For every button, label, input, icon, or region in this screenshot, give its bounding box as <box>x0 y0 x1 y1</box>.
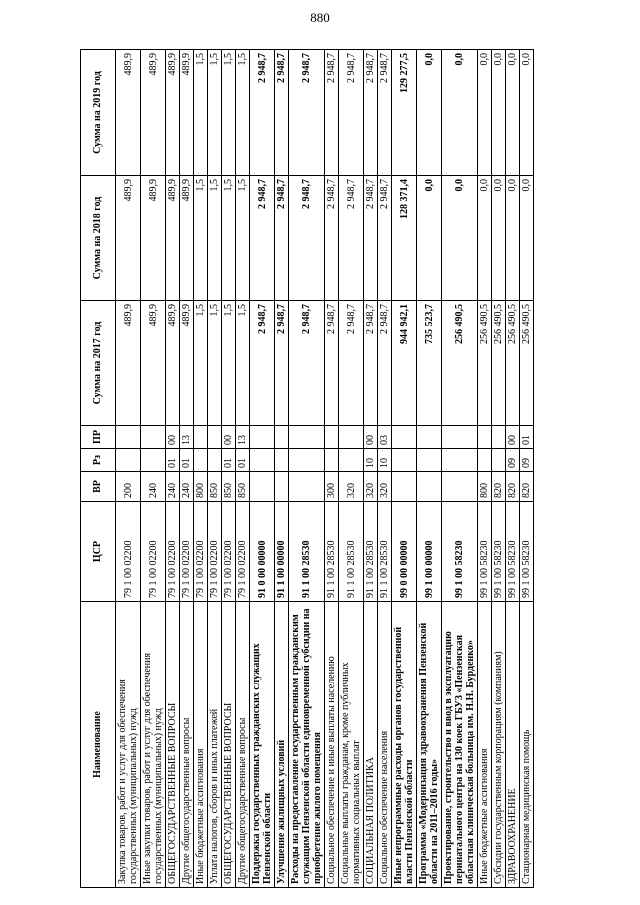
table-row <box>208 50 222 888</box>
row-sum-2019: 2 948,7 <box>378 50 392 176</box>
row-rz: 09 <box>520 449 534 472</box>
header-sum-2019: Сумма на 2019 год <box>81 50 116 176</box>
row-vr: 240 <box>141 472 166 502</box>
row-rz <box>141 449 166 472</box>
row-csr: 91 0 00 00000 <box>250 502 275 602</box>
row-sum-2018: 2 948,7 <box>364 176 378 301</box>
row-pr <box>339 426 364 449</box>
row-csr: 99 1 00 58230 <box>492 502 506 602</box>
row-vr: 320 <box>364 472 378 502</box>
row-sum-2018: 2 948,7 <box>250 176 275 301</box>
row-vr <box>250 472 275 502</box>
row-pr: 00 <box>506 426 520 449</box>
row-rz <box>417 449 442 472</box>
row-rz: 01 <box>166 449 180 472</box>
header-sum-2017: Сумма на 2017 год <box>81 301 116 426</box>
row-name: Иные непрограммные расходы органов государственной власти Пензенской области <box>392 602 417 888</box>
row-rz <box>325 449 339 472</box>
row-sum-2018: 489,9 <box>116 176 141 301</box>
rotated-table-frame <box>80 50 585 888</box>
row-pr <box>289 426 325 449</box>
table-row <box>141 50 166 888</box>
row-sum-2019: 489,9 <box>166 50 180 176</box>
table-body <box>116 50 534 888</box>
row-sum-2018: 0,0 <box>417 176 442 301</box>
row-pr <box>325 426 339 449</box>
row-sum-2018: 489,9 <box>141 176 166 301</box>
table-row <box>392 50 417 888</box>
row-sum-2019: 0,0 <box>417 50 442 176</box>
table-row <box>520 50 534 888</box>
table-row <box>222 50 236 888</box>
row-vr: 240 <box>180 472 194 502</box>
row-sum-2017: 2 948,7 <box>289 301 325 426</box>
row-csr: 91 1 00 28530 <box>339 502 364 602</box>
table-row <box>116 50 141 888</box>
row-csr: 79 1 00 02200 <box>236 502 250 602</box>
row-sum-2018: 1,5 <box>208 176 222 301</box>
row-sum-2017: 489,9 <box>180 301 194 426</box>
table-row <box>236 50 250 888</box>
row-name: СОЦИАЛЬНАЯ ПОЛИТИКА <box>364 602 378 888</box>
table-row <box>180 50 194 888</box>
row-vr: 320 <box>339 472 364 502</box>
row-name: Иные закупки товаров, работ и услуг для обеспечения государственных (муниципальных) нужд <box>141 602 166 888</box>
row-sum-2017: 944 942,1 <box>392 301 417 426</box>
row-sum-2017: 2 948,7 <box>378 301 392 426</box>
page-number: 880 <box>310 10 330 25</box>
row-sum-2019: 2 948,7 <box>339 50 364 176</box>
row-pr: 13 <box>180 426 194 449</box>
row-rz <box>116 449 141 472</box>
row-rz: 01 <box>222 449 236 472</box>
row-csr: 91 1 00 00000 <box>275 502 289 602</box>
table-row <box>250 50 275 888</box>
row-name: Иные бюджетные ассигнования <box>478 602 492 888</box>
row-vr: 820 <box>520 472 534 502</box>
row-pr <box>492 426 506 449</box>
row-rz <box>339 449 364 472</box>
table-row <box>289 50 325 888</box>
row-sum-2018: 2 948,7 <box>275 176 289 301</box>
row-csr: 91 1 00 28530 <box>289 502 325 602</box>
row-rz <box>275 449 289 472</box>
row-sum-2017: 1,5 <box>236 301 250 426</box>
row-sum-2017: 735 523,7 <box>417 301 442 426</box>
row-sum-2018: 1,5 <box>236 176 250 301</box>
row-rz <box>250 449 275 472</box>
row-pr <box>250 426 275 449</box>
table-row <box>194 50 208 888</box>
table-container <box>80 50 585 888</box>
budget-table <box>80 49 534 888</box>
header-vr: ВР <box>81 472 116 502</box>
row-pr <box>417 426 442 449</box>
row-sum-2019: 489,9 <box>180 50 194 176</box>
row-name: Социальные выплаты гражданам, кроме публичных нормативных социальных выплат <box>339 602 364 888</box>
row-sum-2017: 1,5 <box>194 301 208 426</box>
row-rz <box>442 449 478 472</box>
row-csr: 99 1 00 00000 <box>417 502 442 602</box>
row-vr: 820 <box>492 472 506 502</box>
row-csr: 91 1 00 28530 <box>364 502 378 602</box>
row-name: Поддержка государственных гражданских служащих Пензенской области <box>250 602 275 888</box>
row-sum-2019: 1,5 <box>194 50 208 176</box>
table-header-row <box>81 50 116 888</box>
header-rz: Рз <box>81 449 116 472</box>
row-pr: 03 <box>378 426 392 449</box>
row-csr: 91 1 00 28530 <box>325 502 339 602</box>
row-name: Иные бюджетные ассигнования <box>194 602 208 888</box>
table-row <box>339 50 364 888</box>
row-csr: 79 1 00 02200 <box>194 502 208 602</box>
row-rz: 09 <box>506 449 520 472</box>
row-name: Социальное обеспечение населения <box>378 602 392 888</box>
row-vr <box>275 472 289 502</box>
row-sum-2019: 489,9 <box>141 50 166 176</box>
row-sum-2019: 2 948,7 <box>364 50 378 176</box>
row-sum-2019: 129 277,5 <box>392 50 417 176</box>
row-pr <box>275 426 289 449</box>
row-sum-2018: 2 948,7 <box>339 176 364 301</box>
table-row <box>442 50 478 888</box>
row-pr: 00 <box>222 426 236 449</box>
row-sum-2017: 2 948,7 <box>325 301 339 426</box>
row-csr: 99 1 00 58230 <box>520 502 534 602</box>
row-name: Расходы на предоставление государственным гражданским служащим Пензенской области единовременной субсидии на приобретение жилого помещения <box>289 602 325 888</box>
row-csr: 79 1 00 02200 <box>180 502 194 602</box>
table-row <box>364 50 378 888</box>
row-pr: 01 <box>520 426 534 449</box>
header-pr: ПР <box>81 426 116 449</box>
row-sum-2018: 489,9 <box>166 176 180 301</box>
row-pr <box>392 426 417 449</box>
header-csr: ЦСР <box>81 502 116 602</box>
row-name: Другие общегосударственные вопросы <box>236 602 250 888</box>
row-vr <box>417 472 442 502</box>
row-sum-2017: 2 948,7 <box>275 301 289 426</box>
table-row <box>506 50 520 888</box>
row-rz <box>208 449 222 472</box>
row-sum-2019: 2 948,7 <box>289 50 325 176</box>
table-row <box>492 50 506 888</box>
row-sum-2017: 256 490,5 <box>492 301 506 426</box>
row-rz <box>289 449 325 472</box>
row-pr <box>208 426 222 449</box>
row-sum-2018: 2 948,7 <box>289 176 325 301</box>
header-name: Наименование <box>81 602 116 888</box>
row-vr: 320 <box>378 472 392 502</box>
row-pr <box>116 426 141 449</box>
row-rz: 01 <box>180 449 194 472</box>
row-sum-2017: 489,9 <box>166 301 180 426</box>
row-name: Другие общегосударственные вопросы <box>180 602 194 888</box>
row-vr: 850 <box>208 472 222 502</box>
row-csr: 99 1 00 58230 <box>478 502 492 602</box>
row-sum-2019: 0,0 <box>520 50 534 176</box>
row-sum-2018: 2 948,7 <box>325 176 339 301</box>
row-rz: 10 <box>364 449 378 472</box>
row-sum-2017: 2 948,7 <box>339 301 364 426</box>
row-vr <box>289 472 325 502</box>
row-pr: 13 <box>236 426 250 449</box>
row-sum-2019: 1,5 <box>236 50 250 176</box>
row-name: Улучшение жилищных условий <box>275 602 289 888</box>
row-sum-2019: 0,0 <box>478 50 492 176</box>
row-vr: 850 <box>222 472 236 502</box>
row-sum-2019: 0,0 <box>442 50 478 176</box>
row-name: Программа «Модернизация здравоохранения Пензенской области на 2011–2016 годы» <box>417 602 442 888</box>
row-csr: 79 1 00 02200 <box>141 502 166 602</box>
row-sum-2017: 1,5 <box>208 301 222 426</box>
row-sum-2017: 489,9 <box>116 301 141 426</box>
row-sum-2017: 2 948,7 <box>364 301 378 426</box>
row-sum-2019: 2 948,7 <box>275 50 289 176</box>
row-csr: 79 1 00 02200 <box>116 502 141 602</box>
row-sum-2018: 1,5 <box>222 176 236 301</box>
row-vr: 820 <box>506 472 520 502</box>
row-rz: 10 <box>378 449 392 472</box>
table-row <box>378 50 392 888</box>
table-row <box>275 50 289 888</box>
row-sum-2018: 0,0 <box>442 176 478 301</box>
row-name: Проектирование, строительство и ввод в эксплуатацию перинатального центра на 130 коек ГБУЗ «Пензенская областная клиническая больница им. Н.Н. Бурденко» <box>442 602 478 888</box>
row-name: ОБЩЕГОСУДАРСТВЕННЫЕ ВОПРОСЫ <box>222 602 236 888</box>
row-vr: 850 <box>236 472 250 502</box>
table-row <box>478 50 492 888</box>
row-pr: 00 <box>166 426 180 449</box>
row-pr <box>478 426 492 449</box>
header-sum-2018: Сумма на 2018 год <box>81 176 116 301</box>
row-vr: 300 <box>325 472 339 502</box>
row-sum-2017: 256 490,5 <box>478 301 492 426</box>
row-sum-2018: 0,0 <box>520 176 534 301</box>
row-name: ЗДРАВООХРАНЕНИЕ <box>506 602 520 888</box>
row-name: ОБЩЕГОСУДАРСТВЕННЫЕ ВОПРОСЫ <box>166 602 180 888</box>
row-sum-2017: 256 490,5 <box>442 301 478 426</box>
row-sum-2018: 128 371,4 <box>392 176 417 301</box>
row-sum-2018: 0,0 <box>478 176 492 301</box>
row-rz <box>194 449 208 472</box>
row-sum-2017: 2 948,7 <box>250 301 275 426</box>
row-sum-2019: 1,5 <box>208 50 222 176</box>
row-sum-2019: 2 948,7 <box>250 50 275 176</box>
row-sum-2017: 489,9 <box>141 301 166 426</box>
row-vr: 800 <box>478 472 492 502</box>
row-sum-2018: 0,0 <box>506 176 520 301</box>
row-pr: 00 <box>364 426 378 449</box>
row-vr <box>442 472 478 502</box>
row-csr: 91 1 00 28530 <box>378 502 392 602</box>
row-sum-2019: 0,0 <box>506 50 520 176</box>
row-sum-2017: 256 490,5 <box>520 301 534 426</box>
row-pr <box>194 426 208 449</box>
row-pr <box>442 426 478 449</box>
row-sum-2019: 0,0 <box>492 50 506 176</box>
row-csr: 99 1 00 58230 <box>506 502 520 602</box>
row-sum-2019: 489,9 <box>116 50 141 176</box>
row-sum-2018: 489,9 <box>180 176 194 301</box>
row-vr: 800 <box>194 472 208 502</box>
row-csr: 79 1 00 02200 <box>222 502 236 602</box>
row-rz: 01 <box>236 449 250 472</box>
row-csr: 79 1 00 02200 <box>208 502 222 602</box>
row-name: Уплата налогов, сборов и иных платежей <box>208 602 222 888</box>
row-sum-2018: 1,5 <box>194 176 208 301</box>
row-sum-2018: 2 948,7 <box>378 176 392 301</box>
table-row <box>166 50 180 888</box>
table-row <box>417 50 442 888</box>
row-name: Стационарная медицинская помощь <box>520 602 534 888</box>
row-name: Субсидии государственным корпорациям (компаниям) <box>492 602 506 888</box>
row-csr: 99 0 00 00000 <box>392 502 417 602</box>
row-csr: 79 1 00 02200 <box>166 502 180 602</box>
row-rz <box>392 449 417 472</box>
row-vr: 200 <box>116 472 141 502</box>
row-vr <box>392 472 417 502</box>
row-name: Закупка товаров, работ и услуг для обеспечения государственных (муниципальных) нужд <box>116 602 141 888</box>
row-sum-2018: 0,0 <box>492 176 506 301</box>
row-vr: 240 <box>166 472 180 502</box>
row-rz <box>478 449 492 472</box>
row-sum-2019: 2 948,7 <box>325 50 339 176</box>
row-name: Социальное обеспечение и иные выплаты населению <box>325 602 339 888</box>
table-row <box>325 50 339 888</box>
row-sum-2019: 1,5 <box>222 50 236 176</box>
row-sum-2017: 256 490,5 <box>506 301 520 426</box>
row-sum-2017: 1,5 <box>222 301 236 426</box>
row-csr: 99 1 00 58230 <box>442 502 478 602</box>
row-rz <box>492 449 506 472</box>
row-pr <box>141 426 166 449</box>
